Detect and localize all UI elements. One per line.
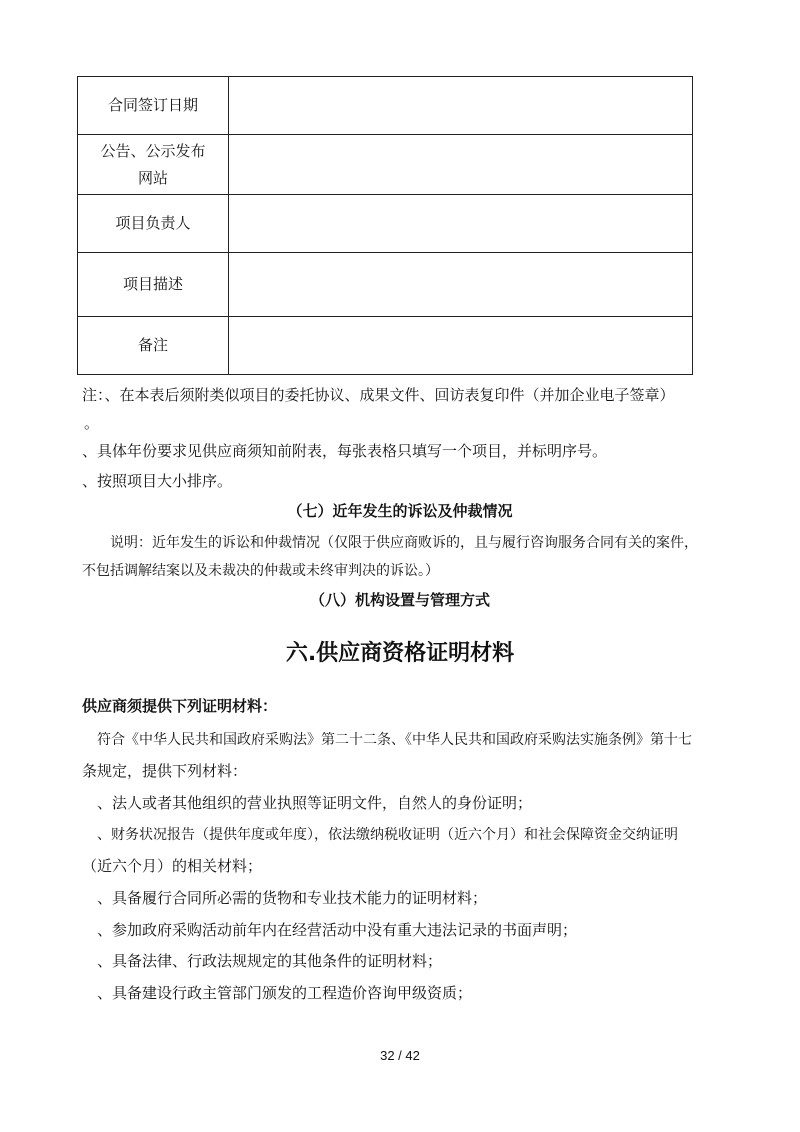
row-label-announcement-site <box>78 135 229 195</box>
row-value-project-leader <box>229 195 693 253</box>
note-line-1: 注：、在本表后须附类似项目的委托协议、成果文件、回访表复印件（并加企业电子签章） <box>82 386 675 404</box>
note-line-3: 、按照项目大小排序。 <box>82 472 233 490</box>
row-value-announcement-site <box>229 135 693 195</box>
row-value-contract-date <box>229 77 693 135</box>
requirement-item-5: 、具备法律、行政法规规定的其他条件的证明材料； <box>97 952 443 970</box>
row-value-project-description <box>229 253 693 317</box>
section7-desc-line-1: 说明：近年发生的诉讼和仲裁情况（仅限于供应商败诉的，且与履行咨询服务合同有关的案件， <box>110 535 698 551</box>
table-row <box>78 253 693 317</box>
row-label-announcement-site-text: 公告、公示发布网站 <box>100 141 206 187</box>
row-value-remarks <box>229 317 693 375</box>
table-row <box>78 77 693 135</box>
chapter6-subtitle: 供应商须提供下列证明材料： <box>82 697 278 715</box>
row-label-contract-date: 合同签订日期 <box>78 77 229 135</box>
chapter6-title: 六.供应商资格证明材料 <box>285 641 515 666</box>
requirement-item-4: 、参加政府采购活动前年内在经营活动中没有重大违法记录的书面声明； <box>97 921 578 939</box>
section7-title: （七）近年发生的诉讼及仲裁情况 <box>287 502 513 520</box>
chapter6-intro-line-1: 符合《中华人民共和国政府采购法》第二十二条、《中华人民共和国政府采购法实施条例》第十七 <box>97 732 692 748</box>
note-line-2: 、具体年份要求见供应商须知前附表，每张表格只填写一个项目，并标明序号。 <box>82 442 608 460</box>
table-row <box>78 135 693 195</box>
note-line-1-end: 。 <box>84 414 100 432</box>
project-info-table <box>77 76 693 375</box>
row-label-remarks: 备注 <box>78 317 229 375</box>
requirement-item-3: 、具备履行合同所必需的货物和专业技术能力的证明材料； <box>97 889 488 907</box>
section7-desc-line-2: 不包括调解结案以及未裁决的仲裁或未终审判决的诉讼。） <box>82 563 439 579</box>
table-row <box>78 195 693 253</box>
requirement-item-2-line-1: 、财务状况报告（提供年度或年度），依法缴纳税收证明（近六个月）和社会保障资金交纳证明 <box>97 827 678 843</box>
table-row <box>78 317 693 375</box>
row-label-project-description: 项目描述 <box>78 253 229 317</box>
requirement-item-2-line-2: （近六个月）的相关材料； <box>82 857 263 875</box>
requirement-item-1: 、法人或者其他组织的营业执照等证明文件，自然人的身份证明； <box>97 794 533 812</box>
page-number: 32 / 42 <box>380 1048 420 1063</box>
requirement-item-6: 、具备建设行政主管部门颁发的工程造价咨询甲级资质； <box>97 984 473 1002</box>
row-label-project-leader: 项目负责人 <box>78 195 229 253</box>
section8-title: （八）机构设置与管理方式 <box>309 591 490 609</box>
chapter6-intro-line-2: 条规定，提供下列材料： <box>82 762 248 780</box>
